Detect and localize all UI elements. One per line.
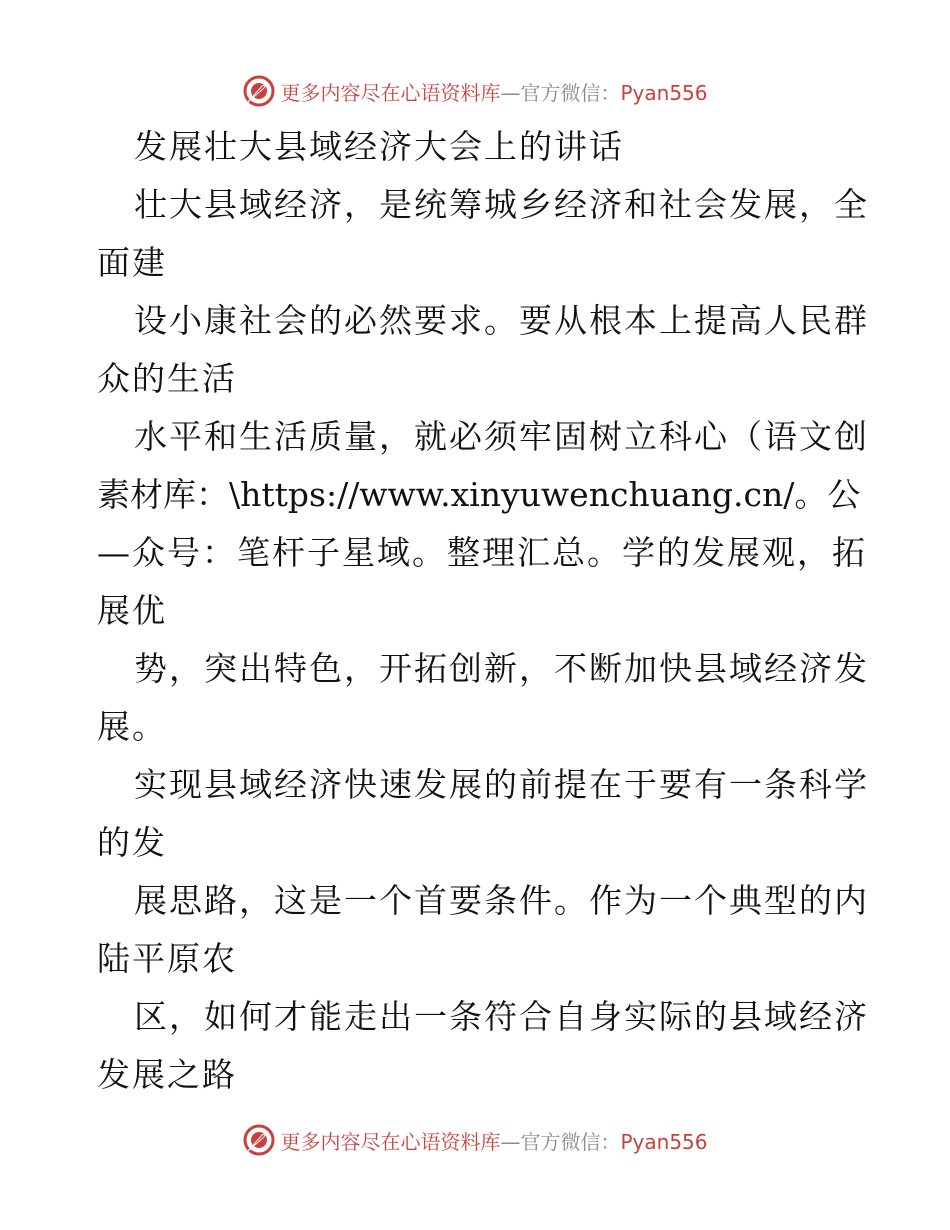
header-separator: — [500, 80, 521, 105]
doc-line: 众的生活 [97, 359, 237, 398]
footer-account: Pyan556 [620, 1129, 708, 1154]
doc-line: 壮大县域经济，是统筹城乡经济和社会发展，全 [134, 185, 869, 224]
header-account: Pyan556 [620, 80, 708, 105]
doc-line: 陆平原农 [97, 939, 237, 978]
header-promo: 更多内容尽在心语资料库 [280, 80, 501, 105]
header-banner [0, 71, 950, 111]
footer-promo: 更多内容尽在心语资料库 [280, 1129, 501, 1154]
footer-official: 官方微信： [520, 1129, 621, 1154]
doc-line: 设小康社会的必然要求。要从根本上提高人民群 [134, 301, 869, 340]
doc-line: 的发 [97, 823, 167, 862]
doc-line: 区，如何才能走出一条符合自身实际的县域经济 [134, 997, 869, 1036]
doc-line: 展。 [97, 707, 167, 746]
pen-logo-icon [242, 1123, 276, 1157]
doc-line: 展思路，这是一个首要条件。作为一个典型的内 [134, 881, 869, 920]
doc-line: 展优 [97, 591, 167, 630]
header-official: 官方微信： [520, 80, 621, 105]
doc-line: 面建 [97, 243, 167, 282]
doc-line: 水平和生活质量，就必须牢固树立科心（语文创 [134, 417, 869, 456]
doc-line: 发展壮大县域经济大会上的讲话 [134, 127, 624, 166]
doc-line: 素材库：\https://www.xinyuwenchuang.cn/。公 [97, 475, 861, 514]
footer-separator: — [500, 1129, 521, 1154]
doc-line: 势，突出特色，开拓创新，不断加快县域经济发 [134, 649, 869, 688]
doc-line: 发展之路 [97, 1055, 237, 1094]
doc-line: —众号：笔杆子星域。整理汇总。学的发展观，拓 [97, 533, 867, 572]
pen-logo-icon [242, 74, 276, 108]
header-text [280, 77, 707, 106]
footer-banner [0, 1120, 950, 1160]
doc-line: 实现县域经济快速发展的前提在于要有一条科学 [134, 765, 869, 804]
footer-text [280, 1126, 707, 1155]
